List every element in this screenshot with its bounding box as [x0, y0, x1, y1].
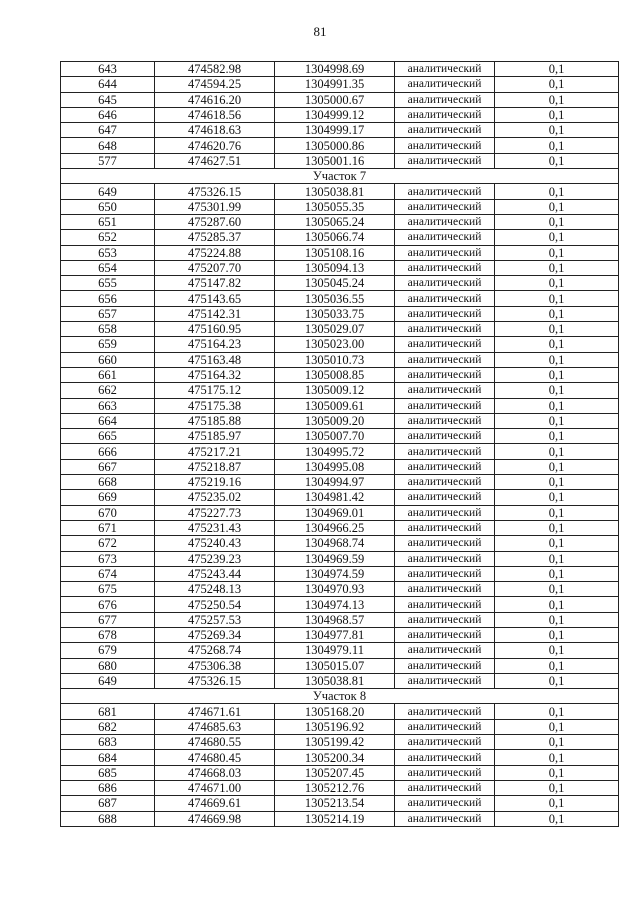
accuracy-cell: 0,1 [495, 138, 619, 153]
method-cell: аналитический [395, 352, 495, 367]
point-number-cell: 654 [61, 260, 155, 275]
x-coordinate-cell: 474669.61 [155, 796, 275, 811]
method-cell: аналитический [395, 658, 495, 673]
y-coordinate-cell: 1304981.42 [275, 490, 395, 505]
method-cell: аналитический [395, 92, 495, 107]
point-number-cell: 664 [61, 413, 155, 428]
x-coordinate-cell: 475243.44 [155, 566, 275, 581]
point-number-cell: 648 [61, 138, 155, 153]
y-coordinate-cell: 1304977.81 [275, 627, 395, 642]
method-cell: аналитический [395, 505, 495, 520]
x-coordinate-cell: 474669.98 [155, 811, 275, 826]
section-row [61, 689, 619, 704]
point-number-cell: 683 [61, 735, 155, 750]
x-coordinate-cell: 475217.21 [155, 444, 275, 459]
x-coordinate-cell: 475147.82 [155, 276, 275, 291]
y-coordinate-cell: 1305094.13 [275, 260, 395, 275]
y-coordinate-cell: 1304995.08 [275, 459, 395, 474]
method-cell: аналитический [395, 444, 495, 459]
table-row [61, 306, 619, 321]
y-coordinate-cell: 1305008.85 [275, 367, 395, 382]
y-coordinate-cell: 1304994.97 [275, 475, 395, 490]
accuracy-cell: 0,1 [495, 322, 619, 337]
accuracy-cell: 0,1 [495, 627, 619, 642]
point-number-cell: 655 [61, 276, 155, 291]
point-number-cell: 665 [61, 429, 155, 444]
accuracy-cell: 0,1 [495, 184, 619, 199]
y-coordinate-cell: 1304969.01 [275, 505, 395, 520]
accuracy-cell: 0,1 [495, 475, 619, 490]
table-row [61, 811, 619, 826]
accuracy-cell: 0,1 [495, 536, 619, 551]
y-coordinate-cell: 1304999.17 [275, 123, 395, 138]
x-coordinate-cell: 475268.74 [155, 643, 275, 658]
method-cell: аналитический [395, 291, 495, 306]
y-coordinate-cell: 1304974.59 [275, 566, 395, 581]
x-coordinate-cell: 475164.23 [155, 337, 275, 352]
x-coordinate-cell: 475175.12 [155, 383, 275, 398]
x-coordinate-cell: 474594.25 [155, 77, 275, 92]
table-row [61, 276, 619, 291]
y-coordinate-cell: 1305199.42 [275, 735, 395, 750]
method-cell: аналитический [395, 398, 495, 413]
y-coordinate-cell: 1305009.12 [275, 383, 395, 398]
y-coordinate-cell: 1304998.69 [275, 62, 395, 77]
x-coordinate-cell: 475224.88 [155, 245, 275, 260]
accuracy-cell: 0,1 [495, 444, 619, 459]
method-cell: аналитический [395, 490, 495, 505]
table-row [61, 184, 619, 199]
x-coordinate-cell: 475231.43 [155, 520, 275, 535]
y-coordinate-cell: 1304969.59 [275, 551, 395, 566]
point-number-cell: 645 [61, 92, 155, 107]
point-number-cell: 644 [61, 77, 155, 92]
method-cell: аналитический [395, 184, 495, 199]
accuracy-cell: 0,1 [495, 658, 619, 673]
table-row [61, 429, 619, 444]
point-number-cell: 674 [61, 566, 155, 581]
point-number-cell: 643 [61, 62, 155, 77]
y-coordinate-cell: 1305214.19 [275, 811, 395, 826]
accuracy-cell: 0,1 [495, 153, 619, 168]
table-row [61, 444, 619, 459]
y-coordinate-cell: 1304968.57 [275, 612, 395, 627]
method-cell: аналитический [395, 459, 495, 474]
accuracy-cell: 0,1 [495, 77, 619, 92]
accuracy-cell: 0,1 [495, 367, 619, 382]
x-coordinate-cell: 474671.00 [155, 780, 275, 795]
y-coordinate-cell: 1305207.45 [275, 765, 395, 780]
table-row [61, 398, 619, 413]
method-cell: аналитический [395, 673, 495, 688]
x-coordinate-cell: 475248.13 [155, 582, 275, 597]
accuracy-cell: 0,1 [495, 337, 619, 352]
accuracy-cell: 0,1 [495, 92, 619, 107]
method-cell: аналитический [395, 612, 495, 627]
x-coordinate-cell: 474668.03 [155, 765, 275, 780]
accuracy-cell: 0,1 [495, 750, 619, 765]
x-coordinate-cell: 475239.23 [155, 551, 275, 566]
x-coordinate-cell: 475285.37 [155, 230, 275, 245]
y-coordinate-cell: 1304979.11 [275, 643, 395, 658]
table-row [61, 750, 619, 765]
table-row [61, 107, 619, 122]
point-number-cell: 684 [61, 750, 155, 765]
y-coordinate-cell: 1305038.81 [275, 184, 395, 199]
table-row [61, 459, 619, 474]
table-row [61, 153, 619, 168]
table-row [61, 505, 619, 520]
x-coordinate-cell: 475287.60 [155, 214, 275, 229]
x-coordinate-cell: 475269.34 [155, 627, 275, 642]
accuracy-cell: 0,1 [495, 719, 619, 734]
method-cell: аналитический [395, 704, 495, 719]
y-coordinate-cell: 1305200.34 [275, 750, 395, 765]
coordinates-table [60, 61, 619, 827]
method-cell: аналитический [395, 796, 495, 811]
table-row [61, 520, 619, 535]
point-number-cell: 653 [61, 245, 155, 260]
y-coordinate-cell: 1304970.93 [275, 582, 395, 597]
table-row [61, 123, 619, 138]
method-cell: аналитический [395, 597, 495, 612]
point-number-cell: 672 [61, 536, 155, 551]
accuracy-cell: 0,1 [495, 551, 619, 566]
point-number-cell: 660 [61, 352, 155, 367]
accuracy-cell: 0,1 [495, 245, 619, 260]
table-row [61, 260, 619, 275]
coordinates-table-body [61, 62, 619, 827]
x-coordinate-cell: 475257.53 [155, 612, 275, 627]
point-number-cell: 671 [61, 520, 155, 535]
accuracy-cell: 0,1 [495, 429, 619, 444]
accuracy-cell: 0,1 [495, 383, 619, 398]
y-coordinate-cell: 1305212.76 [275, 780, 395, 795]
method-cell: аналитический [395, 138, 495, 153]
table-row [61, 704, 619, 719]
point-number-cell: 677 [61, 612, 155, 627]
x-coordinate-cell: 475164.32 [155, 367, 275, 382]
table-row [61, 643, 619, 658]
y-coordinate-cell: 1305055.35 [275, 199, 395, 214]
x-coordinate-cell: 475240.43 [155, 536, 275, 551]
accuracy-cell: 0,1 [495, 230, 619, 245]
accuracy-cell: 0,1 [495, 643, 619, 658]
accuracy-cell: 0,1 [495, 520, 619, 535]
accuracy-cell: 0,1 [495, 260, 619, 275]
method-cell: аналитический [395, 107, 495, 122]
point-number-cell: 646 [61, 107, 155, 122]
method-cell: аналитический [395, 62, 495, 77]
x-coordinate-cell: 475306.38 [155, 658, 275, 673]
point-number-cell: 658 [61, 322, 155, 337]
table-row [61, 413, 619, 428]
table-row [61, 735, 619, 750]
x-coordinate-cell: 475207.70 [155, 260, 275, 275]
accuracy-cell: 0,1 [495, 306, 619, 321]
point-number-cell: 656 [61, 291, 155, 306]
x-coordinate-cell: 474582.98 [155, 62, 275, 77]
table-row [61, 230, 619, 245]
accuracy-cell: 0,1 [495, 811, 619, 826]
x-coordinate-cell: 474618.63 [155, 123, 275, 138]
point-number-cell: 662 [61, 383, 155, 398]
table-row [61, 612, 619, 627]
point-number-cell: 678 [61, 627, 155, 642]
y-coordinate-cell: 1305066.74 [275, 230, 395, 245]
table-row [61, 765, 619, 780]
point-number-cell: 663 [61, 398, 155, 413]
point-number-cell: 681 [61, 704, 155, 719]
table-row [61, 658, 619, 673]
point-number-cell: 675 [61, 582, 155, 597]
accuracy-cell: 0,1 [495, 796, 619, 811]
y-coordinate-cell: 1305029.07 [275, 322, 395, 337]
method-cell: аналитический [395, 750, 495, 765]
table-row [61, 322, 619, 337]
table-row [61, 719, 619, 734]
table-row [61, 475, 619, 490]
y-coordinate-cell: 1305036.55 [275, 291, 395, 306]
point-number-cell: 668 [61, 475, 155, 490]
point-number-cell: 659 [61, 337, 155, 352]
x-coordinate-cell: 475142.31 [155, 306, 275, 321]
point-number-cell: 685 [61, 765, 155, 780]
accuracy-cell: 0,1 [495, 735, 619, 750]
accuracy-cell: 0,1 [495, 490, 619, 505]
y-coordinate-cell: 1305033.75 [275, 306, 395, 321]
method-cell: аналитический [395, 643, 495, 658]
accuracy-cell: 0,1 [495, 276, 619, 291]
point-number-cell: 651 [61, 214, 155, 229]
point-number-cell: 652 [61, 230, 155, 245]
accuracy-cell: 0,1 [495, 413, 619, 428]
method-cell: аналитический [395, 551, 495, 566]
table-row [61, 352, 619, 367]
y-coordinate-cell: 1305000.86 [275, 138, 395, 153]
point-number-cell: 676 [61, 597, 155, 612]
point-number-cell: 680 [61, 658, 155, 673]
table-row [61, 536, 619, 551]
point-number-cell: 670 [61, 505, 155, 520]
table-row [61, 291, 619, 306]
method-cell: аналитический [395, 520, 495, 535]
method-cell: аналитический [395, 337, 495, 352]
y-coordinate-cell: 1305196.92 [275, 719, 395, 734]
table-row [61, 673, 619, 688]
table-row [61, 92, 619, 107]
x-coordinate-cell: 474671.61 [155, 704, 275, 719]
accuracy-cell: 0,1 [495, 214, 619, 229]
x-coordinate-cell: 475235.02 [155, 490, 275, 505]
method-cell: аналитический [395, 276, 495, 291]
point-number-cell: 649 [61, 673, 155, 688]
point-number-cell: 667 [61, 459, 155, 474]
table-row [61, 214, 619, 229]
x-coordinate-cell: 475326.15 [155, 184, 275, 199]
accuracy-cell: 0,1 [495, 704, 619, 719]
y-coordinate-cell: 1305009.20 [275, 413, 395, 428]
y-coordinate-cell: 1305065.24 [275, 214, 395, 229]
x-coordinate-cell: 474680.45 [155, 750, 275, 765]
accuracy-cell: 0,1 [495, 505, 619, 520]
method-cell: аналитический [395, 811, 495, 826]
y-coordinate-cell: 1304966.25 [275, 520, 395, 535]
method-cell: аналитический [395, 383, 495, 398]
table-row [61, 597, 619, 612]
accuracy-cell: 0,1 [495, 398, 619, 413]
table-row [61, 796, 619, 811]
table-row [61, 566, 619, 581]
point-number-cell: 577 [61, 153, 155, 168]
section-row [61, 169, 619, 184]
y-coordinate-cell: 1305045.24 [275, 276, 395, 291]
method-cell: аналитический [395, 245, 495, 260]
method-cell: аналитический [395, 719, 495, 734]
method-cell: аналитический [395, 765, 495, 780]
accuracy-cell: 0,1 [495, 612, 619, 627]
method-cell: аналитический [395, 367, 495, 382]
point-number-cell: 688 [61, 811, 155, 826]
accuracy-cell: 0,1 [495, 291, 619, 306]
point-number-cell: 686 [61, 780, 155, 795]
accuracy-cell: 0,1 [495, 352, 619, 367]
point-number-cell: 647 [61, 123, 155, 138]
method-cell: аналитический [395, 536, 495, 551]
method-cell: аналитический [395, 627, 495, 642]
accuracy-cell: 0,1 [495, 123, 619, 138]
section-title: Участок 7 [61, 169, 619, 184]
accuracy-cell: 0,1 [495, 765, 619, 780]
x-coordinate-cell: 475163.48 [155, 352, 275, 367]
y-coordinate-cell: 1305108.16 [275, 245, 395, 260]
y-coordinate-cell: 1304999.12 [275, 107, 395, 122]
x-coordinate-cell: 474680.55 [155, 735, 275, 750]
page-number: 81 [313, 24, 327, 39]
y-coordinate-cell: 1305009.61 [275, 398, 395, 413]
method-cell: аналитический [395, 322, 495, 337]
y-coordinate-cell: 1305023.00 [275, 337, 395, 352]
method-cell: аналитический [395, 77, 495, 92]
point-number-cell: 666 [61, 444, 155, 459]
point-number-cell: 657 [61, 306, 155, 321]
y-coordinate-cell: 1305038.81 [275, 673, 395, 688]
y-coordinate-cell: 1304968.74 [275, 536, 395, 551]
y-coordinate-cell: 1305213.54 [275, 796, 395, 811]
method-cell: аналитический [395, 566, 495, 581]
method-cell: аналитический [395, 582, 495, 597]
point-number-cell: 679 [61, 643, 155, 658]
point-number-cell: 669 [61, 490, 155, 505]
x-coordinate-cell: 475185.97 [155, 429, 275, 444]
x-coordinate-cell: 475227.73 [155, 505, 275, 520]
point-number-cell: 650 [61, 199, 155, 214]
accuracy-cell: 0,1 [495, 780, 619, 795]
method-cell: аналитический [395, 413, 495, 428]
table-row [61, 199, 619, 214]
y-coordinate-cell: 1304995.72 [275, 444, 395, 459]
y-coordinate-cell: 1305007.70 [275, 429, 395, 444]
point-number-cell: 687 [61, 796, 155, 811]
table-row [61, 627, 619, 642]
method-cell: аналитический [395, 214, 495, 229]
method-cell: аналитический [395, 306, 495, 321]
table-row [61, 367, 619, 382]
point-number-cell: 661 [61, 367, 155, 382]
table-row [61, 490, 619, 505]
y-coordinate-cell: 1305000.67 [275, 92, 395, 107]
y-coordinate-cell: 1304974.13 [275, 597, 395, 612]
table-row [61, 383, 619, 398]
table-row [61, 77, 619, 92]
x-coordinate-cell: 474685.63 [155, 719, 275, 734]
method-cell: аналитический [395, 429, 495, 444]
point-number-cell: 649 [61, 184, 155, 199]
x-coordinate-cell: 475160.95 [155, 322, 275, 337]
x-coordinate-cell: 475143.65 [155, 291, 275, 306]
y-coordinate-cell: 1305015.07 [275, 658, 395, 673]
section-title: Участок 8 [61, 689, 619, 704]
x-coordinate-cell: 475218.87 [155, 459, 275, 474]
table-row [61, 138, 619, 153]
accuracy-cell: 0,1 [495, 62, 619, 77]
method-cell: аналитический [395, 123, 495, 138]
table-row [61, 245, 619, 260]
table-row [61, 582, 619, 597]
method-cell: аналитический [395, 230, 495, 245]
y-coordinate-cell: 1304991.35 [275, 77, 395, 92]
table-row [61, 551, 619, 566]
method-cell: аналитический [395, 260, 495, 275]
method-cell: аналитический [395, 475, 495, 490]
x-coordinate-cell: 475185.88 [155, 413, 275, 428]
method-cell: аналитический [395, 735, 495, 750]
x-coordinate-cell: 475175.38 [155, 398, 275, 413]
method-cell: аналитический [395, 153, 495, 168]
accuracy-cell: 0,1 [495, 459, 619, 474]
point-number-cell: 682 [61, 719, 155, 734]
table-row [61, 337, 619, 352]
x-coordinate-cell: 475326.15 [155, 673, 275, 688]
point-number-cell: 673 [61, 551, 155, 566]
x-coordinate-cell: 475301.99 [155, 199, 275, 214]
x-coordinate-cell: 474616.20 [155, 92, 275, 107]
x-coordinate-cell: 475250.54 [155, 597, 275, 612]
table-row [61, 62, 619, 77]
accuracy-cell: 0,1 [495, 597, 619, 612]
accuracy-cell: 0,1 [495, 566, 619, 581]
method-cell: аналитический [395, 780, 495, 795]
table-row [61, 780, 619, 795]
x-coordinate-cell: 474620.76 [155, 138, 275, 153]
accuracy-cell: 0,1 [495, 673, 619, 688]
accuracy-cell: 0,1 [495, 107, 619, 122]
y-coordinate-cell: 1305168.20 [275, 704, 395, 719]
accuracy-cell: 0,1 [495, 199, 619, 214]
y-coordinate-cell: 1305001.16 [275, 153, 395, 168]
accuracy-cell: 0,1 [495, 582, 619, 597]
x-coordinate-cell: 475219.16 [155, 475, 275, 490]
x-coordinate-cell: 474618.56 [155, 107, 275, 122]
method-cell: аналитический [395, 199, 495, 214]
y-coordinate-cell: 1305010.73 [275, 352, 395, 367]
x-coordinate-cell: 474627.51 [155, 153, 275, 168]
